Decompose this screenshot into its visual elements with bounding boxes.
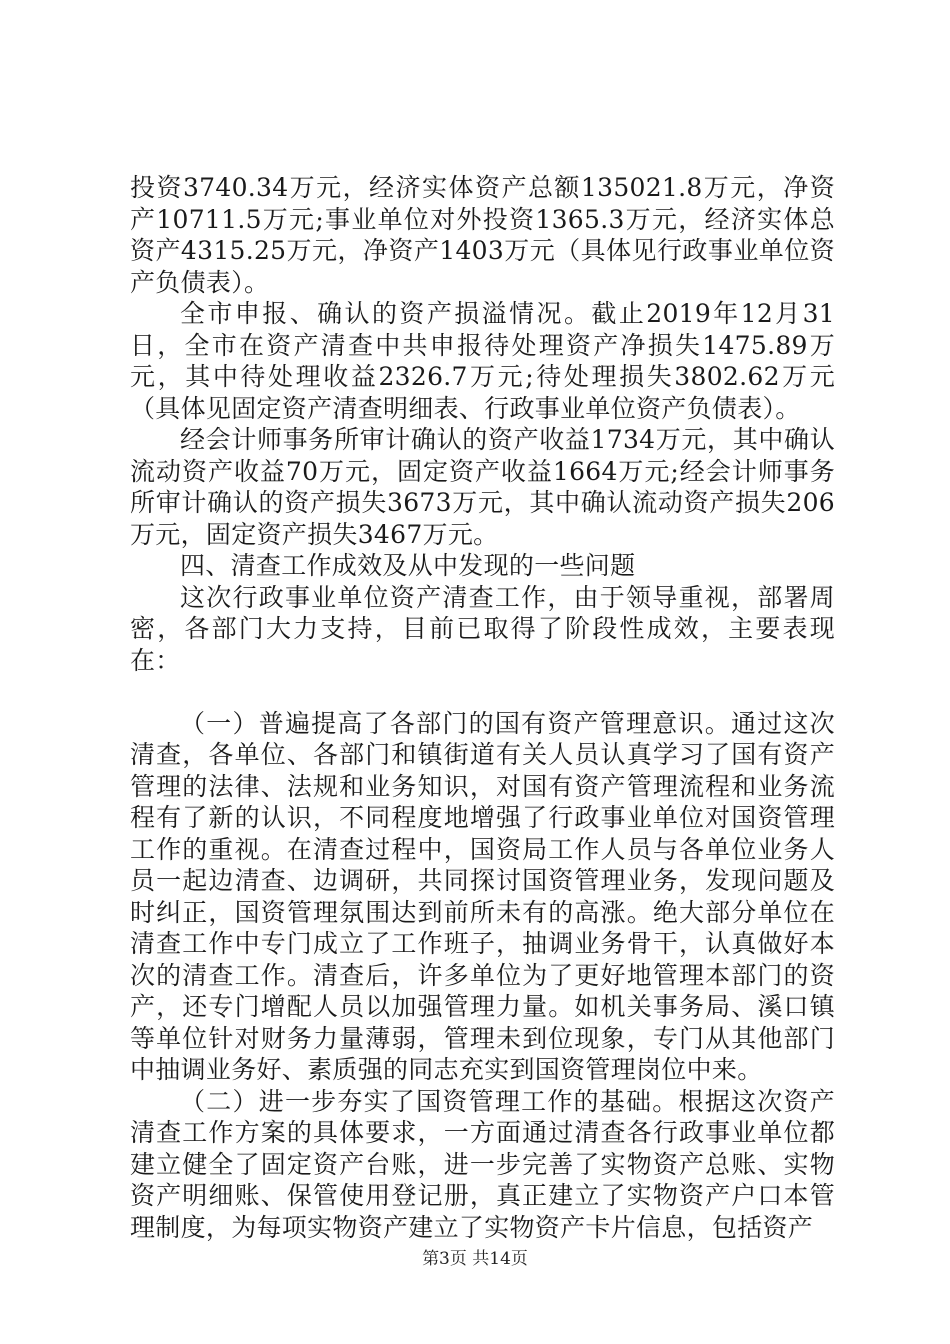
paragraph-asset-gain-loss: 全市申报、确认的资产损溢情况。截止2019年12月31日，全市在资产清查中共申报待处理资产净损失1475.89万元，其中待处理收益2326.7万元;待处理损失3802.62万元（具体见固定资产清查明细表、行政事业单位资产负债表）。 (130, 299, 835, 423)
paragraph-item-two: （二）进一步夯实了国资管理工作的基础。根据这次资产清查工作方案的具体要求，一方面通过清查各行政事业单位都建立健全了固定资产台账，进一步完善了实物资产总账、实物资产明细账、保管使用登记册，真正建立了实物资产户口本管理制度，为每项实物资产建立了实物资产卡片信息，包括资产 (130, 1086, 835, 1242)
paragraph-results-intro: 这次行政事业单位资产清查工作，由于领导重视，部署周密，各部门大力支持，目前已取得了阶段性成效，主要表现在： (130, 582, 835, 675)
paragraph-item-one: （一）普遍提高了各部门的国有资产管理意识。通过这次清查，各单位、各部门和镇街道有关人员认真学习了国有资产管理的法律、法规和业务知识，对国有资产管理流程和业务流程有了新的认识，不同程度地增强了行政事业单位对国资管理工作的重视。在清查过程中，国资局工作人员与各单位业务人员一起边清查、边调研，共同探讨国资管理业务，发现问题及时纠正，国资管理氛围达到前所未有的高涨。绝大部分单位在清查工作中专门成立了工作班子，抽调业务骨干，认真做好本次的清查工作。清查后，许多单位为了更好地管理本部门的资产，还专门增配人员以加强管理力量。如机关事务局、溪口镇等单位针对财务力量薄弱，管理未到位现象，专门从其他部门中抽调业务好、素质强的同志充实到国资管理岗位中来。 (130, 708, 835, 1084)
paragraph-investment-summary: 投资3740.34万元，经济实体资产总额135021.8万元，净资产10711.5万元;事业单位对外投资1365.3万元，经济实体总资产4315.25万元，净资产1403万元（具体见行政事业单位资产负债表）。 (130, 173, 835, 297)
document-body (130, 172, 835, 1243)
section-heading-results-issues: 四、清查工作成效及从中发现的一些问题 (180, 551, 636, 580)
paragraph-audit-confirmation: 经会计师事务所审计确认的资产收益1734万元，其中确认流动资产收益70万元，固定资产收益1664万元;经会计师事务所审计确认的资产损失3673万元，其中确认流动资产损失206万元，固定资产损失3467万元。 (130, 425, 835, 549)
page-footer: 第3页 共14页 (422, 1249, 528, 1269)
